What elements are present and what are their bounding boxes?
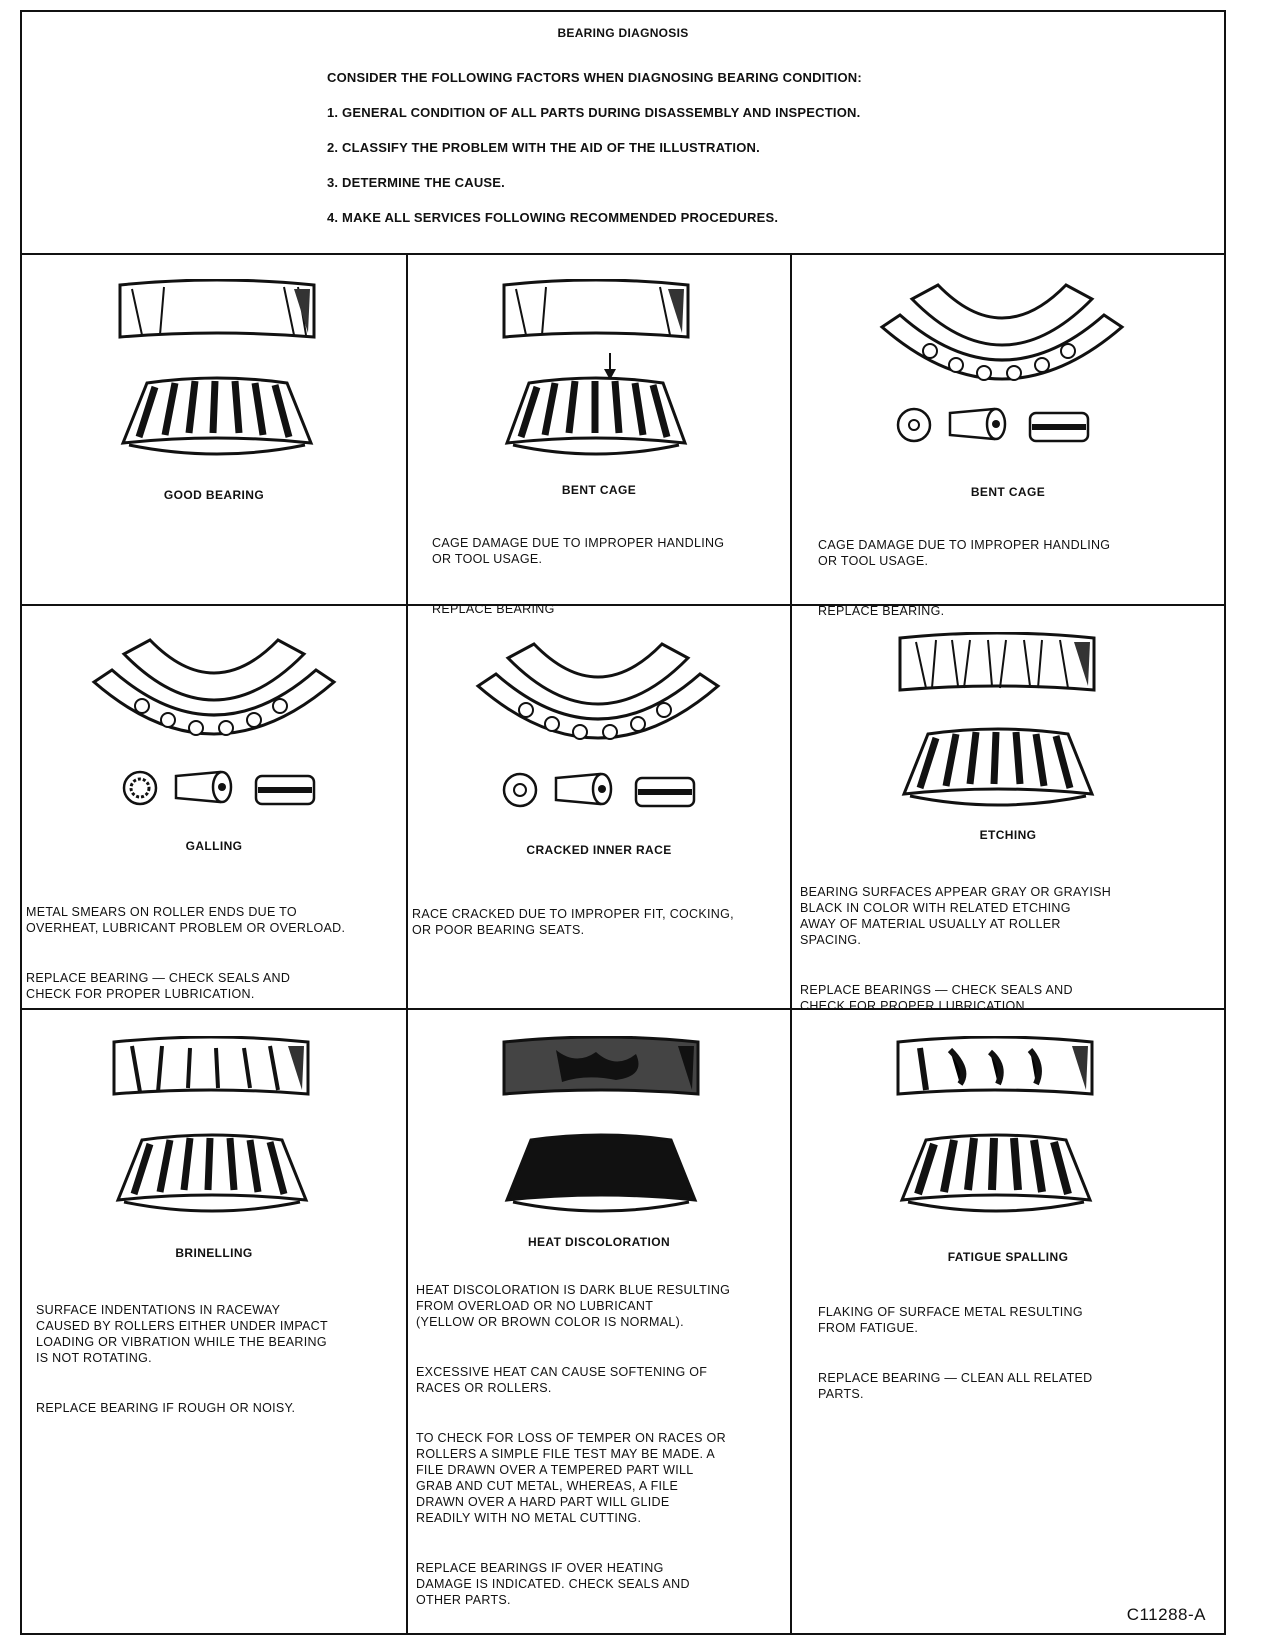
step-1: 1. GENERAL CONDITION OF ALL PARTS DURING DISASSEMBLY AND INSPECTION. [327, 105, 861, 120]
cup-race-illustration [496, 279, 696, 345]
description-paragraph: REPLACE BEARING. [818, 604, 945, 618]
panel-etching [792, 606, 1224, 1013]
grid-row [22, 1010, 1224, 1635]
description-paragraph: BEARING SURFACES APPEAR GRAY OR GRAYISH BLACK IN COLOR WITH RELATED ETCHING AWAY OF MATERIAL USUALLY AT ROLLER SPACING. [800, 885, 1112, 947]
cage-section-illustration [872, 281, 1132, 391]
description-paragraph: REPLACE BEARINGS IF OVER HEATING DAMAGE IS INDICATED. CHECK SEALS AND OTHER PARTS. [416, 1561, 690, 1607]
panel-caption: HEAT DISCOLORATION [527, 1235, 671, 1249]
panel-caption: ETCHING [979, 828, 1037, 842]
cone-roller-illustration [501, 1130, 701, 1222]
page-title: BEARING DIAGNOSIS [557, 26, 689, 40]
description-paragraph: METAL SMEARS ON ROLLER ENDS DUE TO OVERHEAT, LUBRICANT PROBLEM OR OVERLOAD. [26, 905, 346, 935]
description-paragraph: FLAKING OF SURFACE METAL RESULTING FROM FATIGUE. [818, 1305, 1083, 1335]
cup-race-illustration [112, 279, 322, 345]
panel-cracked-inner-race [408, 606, 792, 1008]
panel-bent-cage-2 [792, 253, 1224, 618]
description-paragraph: CAGE DAMAGE DUE TO IMPROPER HANDLING OR TOOL USAGE. [432, 536, 725, 566]
bearing-diagnosis-chart [20, 10, 1226, 1635]
cage-section-illustration [468, 640, 728, 750]
step-2: 2. CLASSIFY THE PROBLEM WITH THE AID OF THE ILLUSTRATION. [327, 140, 760, 155]
description-paragraph: REPLACE BEARING [432, 602, 555, 616]
description-paragraph: REPLACE BEARING — CHECK SEALS AND CHECK FOR PROPER LUBRICATION. [26, 971, 291, 1001]
step-3: 3. DETERMINE THE CAUSE. [327, 175, 505, 190]
panel-description [36, 1286, 404, 1450]
panel-caption: BENT CAGE [561, 483, 637, 497]
grid-row [22, 253, 1224, 618]
cup-race-illustration [892, 632, 1102, 698]
cone-roller-illustration [898, 724, 1098, 816]
panel-description [818, 1288, 1218, 1436]
panel-description [416, 1266, 790, 1642]
header-box [22, 12, 1224, 255]
description-paragraph: CAGE DAMAGE DUE TO IMPROPER HANDLING OR TOOL USAGE. [818, 538, 1111, 568]
panel-caption: CRACKED INNER RACE [526, 843, 672, 857]
cup-race-illustration [496, 1036, 706, 1102]
panel-caption: GOOD BEARING [163, 488, 265, 502]
cage-section-illustration [84, 636, 344, 746]
description-paragraph: HEAT DISCOLORATION IS DARK BLUE RESULTING FROM OVERLOAD OR NO LUBRICANT (YELLOW OR BROWN COLOR IS NORMAL). [416, 1283, 731, 1329]
panel-caption: BRINELLING [175, 1246, 253, 1260]
panel-bent-cage-1 [408, 253, 792, 616]
cup-race-illustration [106, 1036, 316, 1102]
cup-race-illustration [890, 1036, 1100, 1102]
panel-description [412, 890, 790, 972]
cone-roller-illustration [501, 373, 691, 465]
description-paragraph: EXCESSIVE HEAT CAN CAUSE SOFTENING OF RACES OR ROLLERS. [416, 1365, 708, 1395]
panel-fatigue-spalling [792, 1010, 1224, 1635]
cone-roller-illustration [896, 1130, 1096, 1222]
roller-parts-illustration [500, 768, 700, 813]
panel-brinelling [22, 1010, 408, 1635]
description-paragraph: REPLACE BEARING IF ROUGH OR NOISY. [36, 1401, 296, 1415]
step-4: 4. MAKE ALL SERVICES FOLLOWING RECOMMENDED PROCEDURES. [327, 210, 779, 225]
panel-caption: BENT CAGE [970, 485, 1046, 499]
panel-heat-discoloration [408, 1010, 792, 1635]
cone-roller-illustration [112, 1130, 312, 1222]
description-paragraph: RACE CRACKED DUE TO IMPROPER FIT, COCKING, OR POOR BEARING SEATS. [412, 907, 734, 937]
panel-caption: GALLING [185, 839, 243, 853]
description-paragraph: TO CHECK FOR LOSS OF TEMPER ON RACES OR ROLLERS A SIMPLE FILE TEST MAY BE MADE. A FILE DRAWN OVER A TEMPERED PART WILL GRAB AND CUT METAL, WHEREAS, A FILE DRAWN OVER A HARD PART WILL GLIDE READILY WITH NO METAL CUTTING. [416, 1431, 726, 1525]
figure-code: C11288-A [1126, 1605, 1206, 1624]
panel-caption: FATIGUE SPALLING [947, 1250, 1069, 1264]
intro-line: CONSIDER THE FOLLOWING FACTORS WHEN DIAGNOSING BEARING CONDITION: [327, 70, 862, 85]
grid-row [22, 606, 1224, 1013]
description-paragraph: REPLACE BEARINGS — CHECK SEALS AND CHECK FOR PROPER LUBRICATION [800, 983, 1073, 1013]
cone-roller-illustration [117, 373, 317, 465]
panel-good-bearing [22, 253, 408, 604]
description-paragraph: SURFACE INDENTATIONS IN RACEWAY CAUSED BY ROLLERS EITHER UNDER IMPACT LOADING OR VIBRATION WHILE THE BEARING IS NOT ROTATING. [36, 1303, 328, 1365]
roller-parts-illustration [894, 403, 1094, 448]
diagnosis-grid [22, 253, 1224, 1635]
description-paragraph: REPLACE BEARING — CLEAN ALL RELATED PARTS. [818, 1371, 1093, 1401]
panel-galling [22, 606, 408, 1008]
roller-parts-illustration [120, 766, 320, 811]
factor-list [327, 70, 862, 245]
